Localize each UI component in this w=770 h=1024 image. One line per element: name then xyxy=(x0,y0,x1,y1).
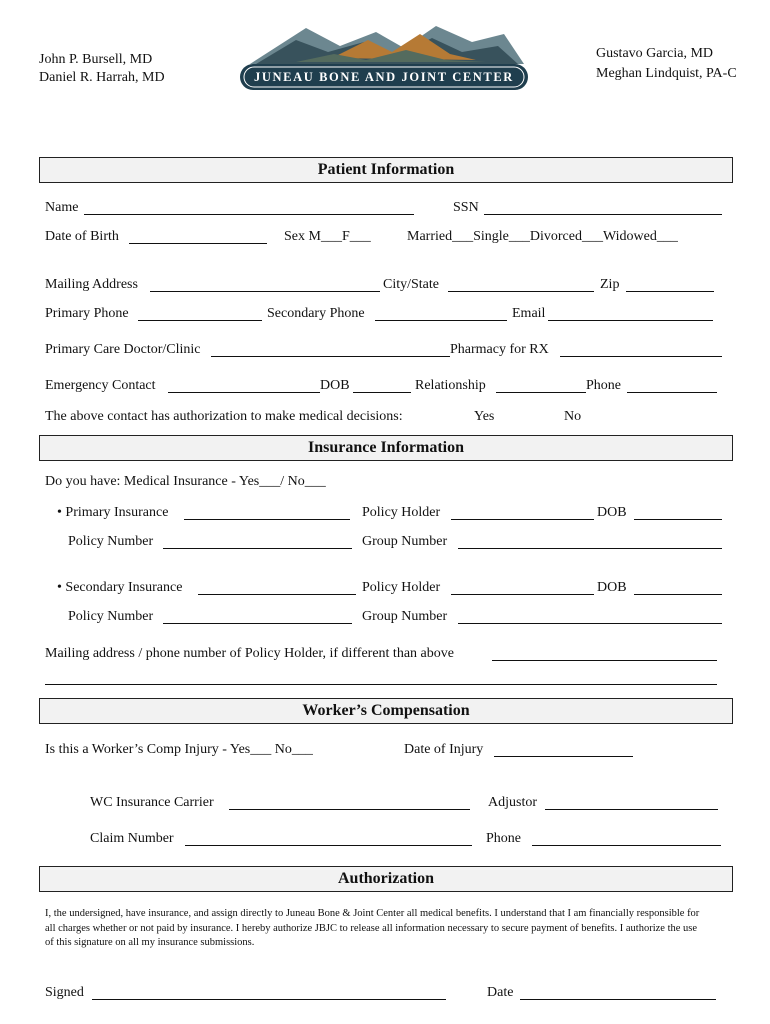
label-primary-policy-holder: Policy Holder xyxy=(362,505,441,520)
authorization-no-option[interactable]: No xyxy=(564,409,582,424)
label-name: Name xyxy=(45,200,79,215)
ssn-field[interactable] xyxy=(484,214,722,215)
primary-group-number-field[interactable] xyxy=(458,548,722,549)
ec-phone-field[interactable] xyxy=(627,392,717,393)
doctor-harrah: Daniel R. Harrah, MD xyxy=(39,70,165,85)
medical-insurance-question[interactable]: Do you have: Medical Insurance - Yes___/ No___ xyxy=(45,474,326,489)
label-emergency-contact: Emergency Contact xyxy=(45,378,156,393)
insurance-heading: Insurance Information xyxy=(307,439,464,456)
label-wc-phone: Phone xyxy=(486,831,521,846)
label-secondary-policy-number: Policy Number xyxy=(68,609,154,624)
label-claim-number: Claim Number xyxy=(90,831,174,846)
logo-text: JUNEAU BONE AND JOINT CENTER xyxy=(254,70,514,84)
label-primary-insurance: • Primary Insurance xyxy=(57,505,169,520)
label-secondary-phone: Secondary Phone xyxy=(267,306,365,321)
patient-heading: Patient Information xyxy=(317,161,455,178)
secondary-policy-holder-field[interactable] xyxy=(451,594,594,595)
clinic-logo xyxy=(236,18,532,94)
primary-holder-dob-field[interactable] xyxy=(634,519,722,520)
label-ec-phone: Phone xyxy=(586,378,621,393)
secondary-group-number-field[interactable] xyxy=(458,623,722,624)
workers-comp-question[interactable]: Is this a Worker’s Comp Injury - Yes___ No___ xyxy=(45,742,313,757)
label-ec-dob: DOB xyxy=(320,378,350,393)
label-adjustor: Adjustor xyxy=(488,795,537,810)
doctor-bursell: John P. Bursell, MD xyxy=(39,52,153,67)
pcp-field[interactable] xyxy=(211,356,450,357)
label-pcp: Primary Care Doctor/Clinic xyxy=(45,342,201,357)
secondary-insurance-field[interactable] xyxy=(198,594,356,595)
holder-mailing-phone-field-line2[interactable] xyxy=(45,684,717,685)
authorization-statement: I, the undersigned, have insurance, and assign directly to Juneau Bone & Joint Center all medical benefits. I understand that I am financially responsible for all charges whether or not paid by insurance. I hereby authorize JBJC to release all information necessary to secure payment of benefits. I authorize the use of this signature on all my insurance submissions. xyxy=(45,908,700,948)
ec-dob-field[interactable] xyxy=(353,392,411,393)
secondary-holder-dob-field[interactable] xyxy=(634,594,722,595)
workers-comp-heading: Worker’s Compensation xyxy=(302,702,470,719)
mailing-address-field[interactable] xyxy=(150,291,380,292)
authorization-heading: Authorization xyxy=(338,870,434,887)
primary-policy-number-field[interactable] xyxy=(163,548,352,549)
claim-number-field[interactable] xyxy=(185,845,472,846)
label-secondary-policy-holder: Policy Holder xyxy=(362,580,441,595)
label-holder-mailing-phone: Mailing address / phone number of Policy Holder, if different than above xyxy=(45,646,454,661)
label-wc-carrier: WC Insurance Carrier xyxy=(90,795,214,810)
date-of-injury-field[interactable] xyxy=(494,756,633,757)
signature-date-field[interactable] xyxy=(520,999,716,1000)
section-workers-compensation xyxy=(39,698,733,724)
holder-mailing-phone-field[interactable] xyxy=(492,660,717,661)
secondary-policy-number-field[interactable] xyxy=(163,623,352,624)
authorization-question: The above contact has authorization to make medical decisions: xyxy=(45,409,403,424)
primary-insurance-field[interactable] xyxy=(184,519,350,520)
label-mailing-address: Mailing Address xyxy=(45,277,138,292)
secondary-phone-field[interactable] xyxy=(375,320,507,321)
marital-status-field[interactable]: Married___Single___Divorced___Widowed___ xyxy=(407,229,678,244)
label-primary-policy-number: Policy Number xyxy=(68,534,154,549)
label-secondary-insurance: • Secondary Insurance xyxy=(57,580,183,595)
label-secondary-group-number: Group Number xyxy=(362,609,448,624)
provider-lindquist: Meghan Lindquist, PA-C xyxy=(596,66,737,81)
wc-phone-field[interactable] xyxy=(532,845,721,846)
label-signed: Signed xyxy=(45,985,84,1000)
primary-policy-holder-field[interactable] xyxy=(451,519,594,520)
section-authorization xyxy=(39,866,733,892)
label-ssn: SSN xyxy=(453,200,479,215)
zip-field[interactable] xyxy=(626,291,714,292)
label-primary-phone: Primary Phone xyxy=(45,306,129,321)
relationship-field[interactable] xyxy=(496,392,586,393)
wc-carrier-field[interactable] xyxy=(229,809,470,810)
authorization-yes-option[interactable]: Yes xyxy=(474,409,495,424)
label-secondary-holder-dob: DOB xyxy=(597,580,627,595)
sex-field[interactable]: Sex M___F___ xyxy=(284,229,371,244)
pharmacy-field[interactable] xyxy=(560,356,722,357)
doctor-garcia: Gustavo Garcia, MD xyxy=(596,46,714,61)
label-date-of-injury: Date of Injury xyxy=(404,742,484,757)
label-zip: Zip xyxy=(600,277,620,292)
emergency-contact-field[interactable] xyxy=(168,392,320,393)
name-field[interactable] xyxy=(84,214,414,215)
label-primary-holder-dob: DOB xyxy=(597,505,627,520)
label-email: Email xyxy=(512,306,546,321)
dob-field[interactable] xyxy=(129,243,267,244)
label-primary-group-number: Group Number xyxy=(362,534,448,549)
label-pharmacy: Pharmacy for RX xyxy=(450,342,549,357)
signature-field[interactable] xyxy=(92,999,446,1000)
primary-phone-field[interactable] xyxy=(138,320,262,321)
section-insurance-information xyxy=(39,435,733,461)
city-state-field[interactable] xyxy=(448,291,594,292)
label-city-state: City/State xyxy=(383,277,439,292)
label-dob: Date of Birth xyxy=(45,229,119,244)
section-patient-information xyxy=(39,157,733,183)
label-relationship: Relationship xyxy=(415,378,486,393)
adjustor-field[interactable] xyxy=(545,809,718,810)
label-signature-date: Date xyxy=(487,985,514,1000)
email-field[interactable] xyxy=(548,320,713,321)
